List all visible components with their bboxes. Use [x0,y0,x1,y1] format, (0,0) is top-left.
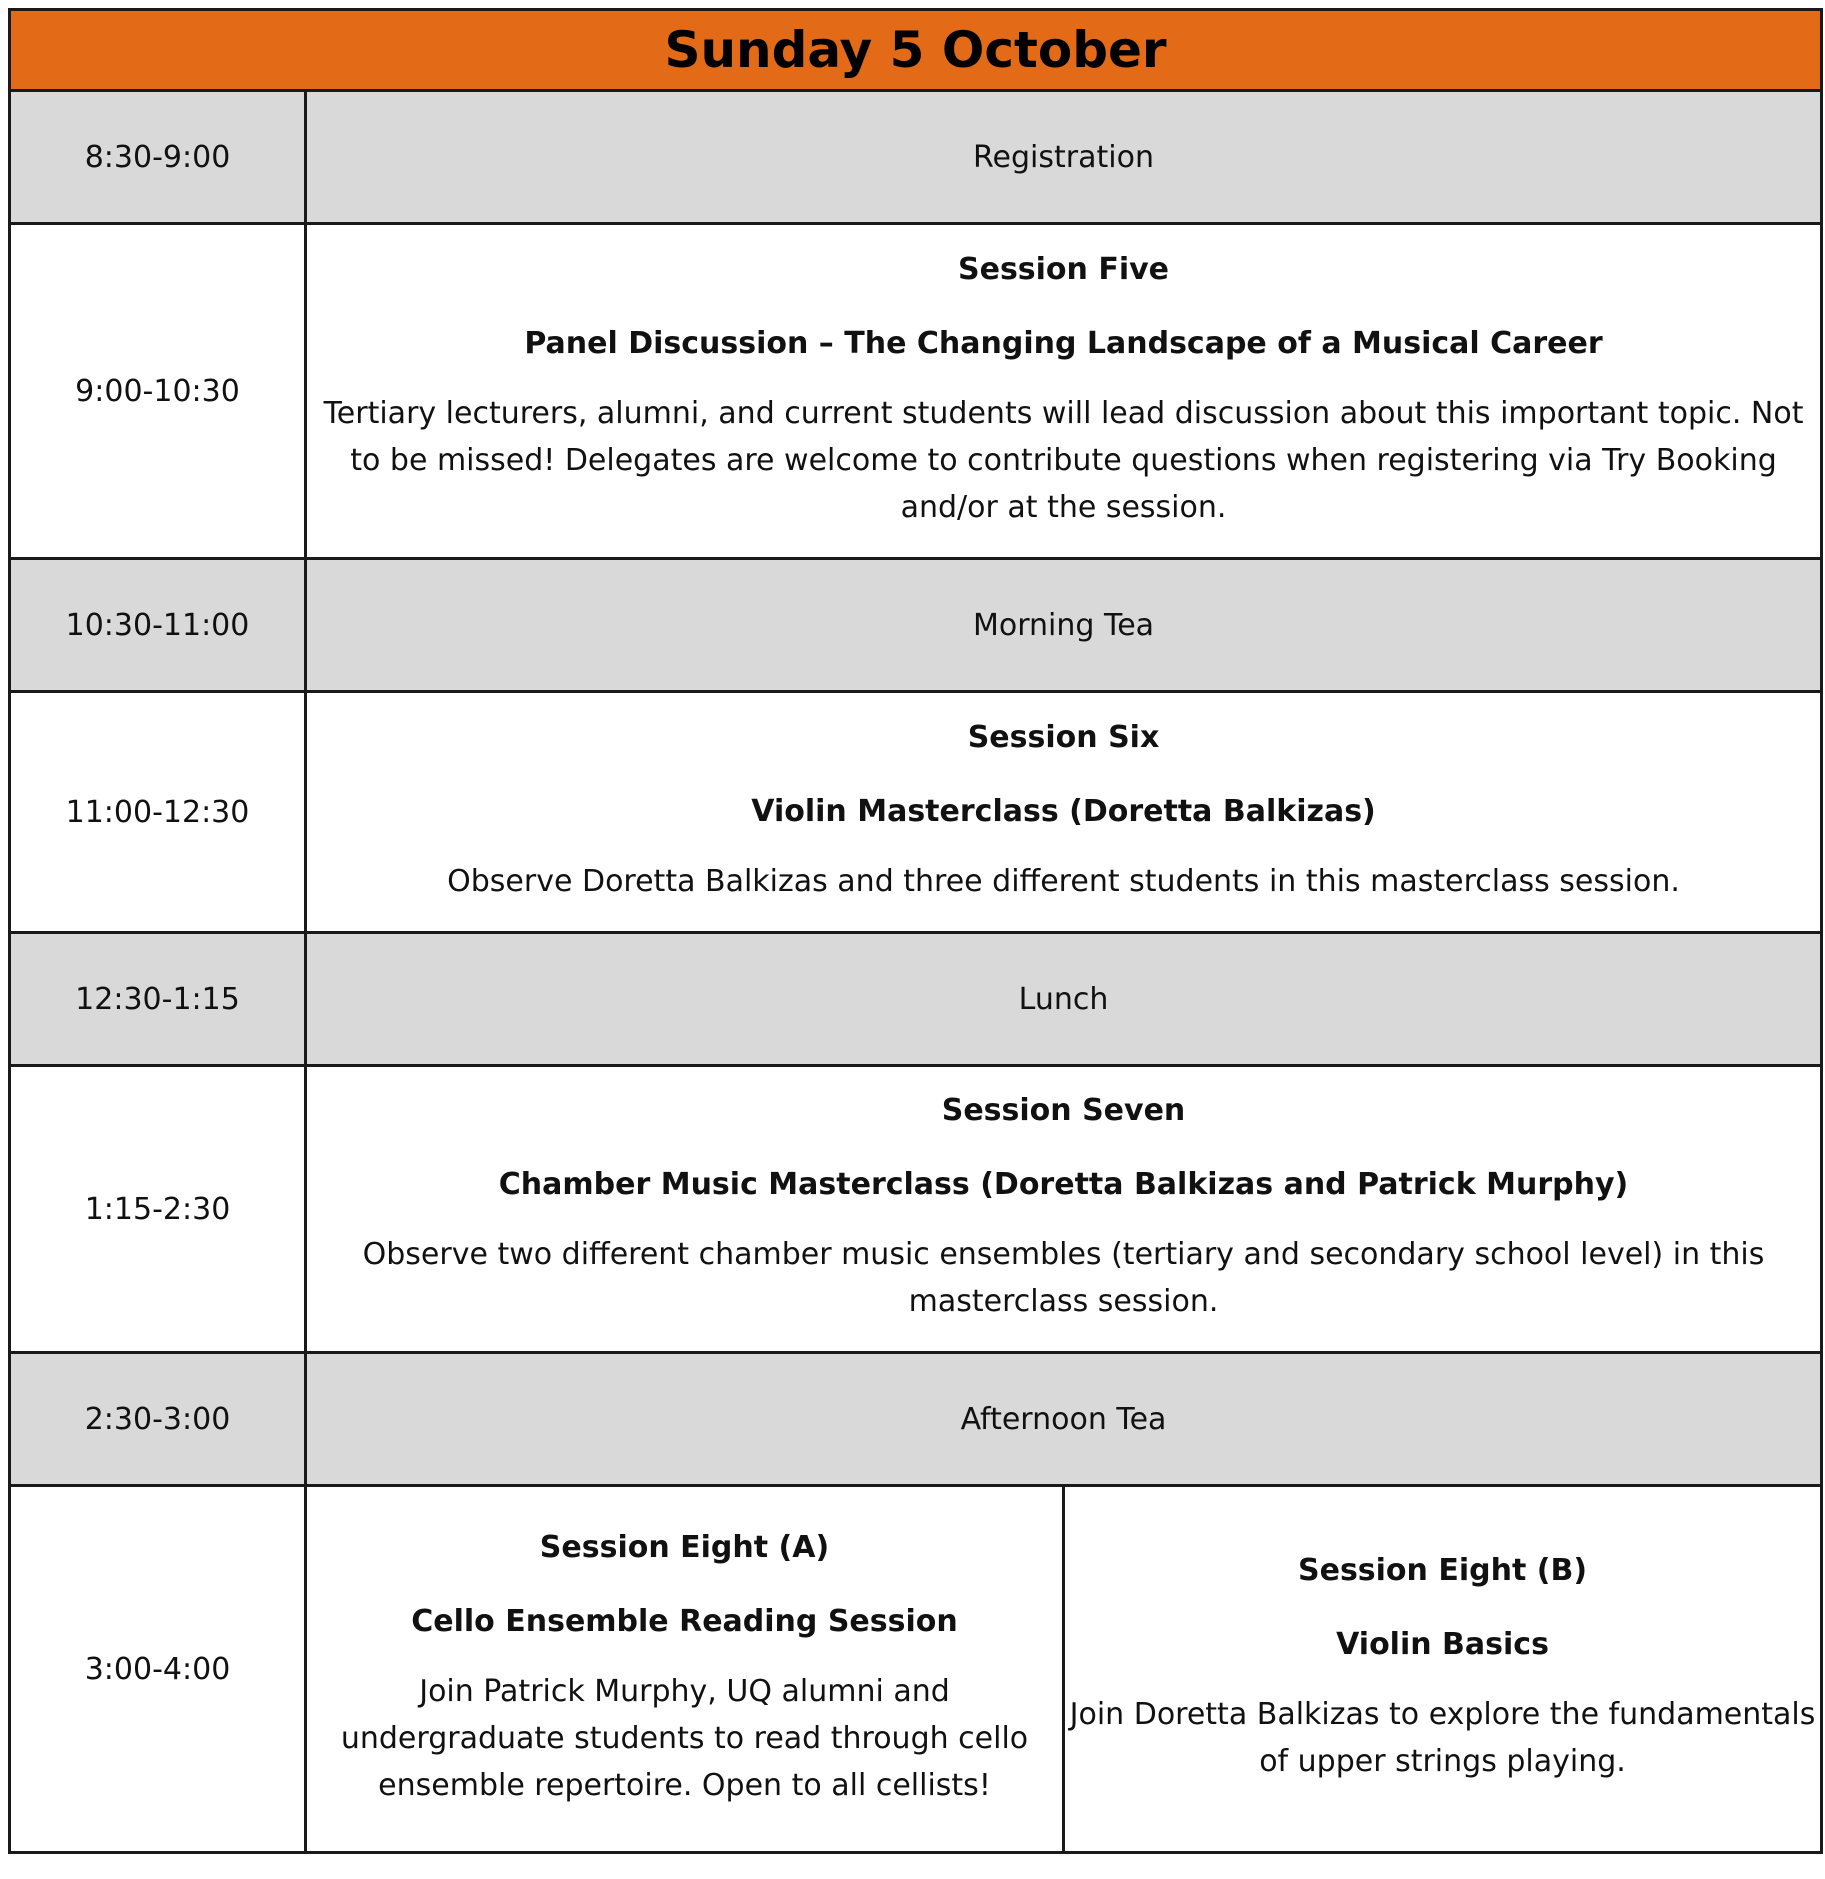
time-slot: 11:00-12:30 [10,692,306,933]
event-title: Afternoon Tea [960,1401,1167,1437]
break-row-afternoon-tea [10,1353,1822,1486]
session-description: Join Doretta Balkizas to explore the fundamentals of upper strings playing. [1069,1697,1816,1779]
session-row-eight [10,1486,1822,1853]
session-description: Observe Doretta Balkizas and three different students in this masterclass session. [447,863,1680,899]
time-slot: 10:30-11:00 [10,559,306,692]
time-slot: 2:30-3:00 [10,1353,306,1486]
time-slot: 9:00-10:30 [10,224,306,559]
session-cell [306,224,1822,559]
break-event [306,91,1822,224]
session-label: Session Eight (A) [539,1529,830,1565]
event-title: Morning Tea [972,607,1155,643]
time-slot: 8:30-9:00 [10,91,306,224]
session-title: Violin Basics [1336,1627,1549,1662]
break-event [306,1353,1822,1486]
schedule-table [8,8,1823,1854]
session-cell [306,1066,1822,1353]
event-title: Registration [973,139,1154,175]
time-slot: 12:30-1:15 [10,933,306,1066]
session-description: Join Patrick Murphy, UQ alumni and undergraduate students to read through cello ensemble repertoire. Open to all cellists! [340,1673,1029,1803]
break-row-morning-tea [10,559,1822,692]
break-row-lunch [10,933,1822,1066]
session-label: Session Seven [941,1093,1186,1128]
session-description: Tertiary lecturers, alumni, and current students will lead discussion about this important topic. Not to be missed! Delegates are welcome to contribute questions when registering via Try Booking and/or at the session. [323,395,1804,525]
break-event [306,559,1822,692]
time-slot: 1:15-2:30 [10,1066,306,1353]
session-cell [306,692,1822,933]
day-header-row [10,10,1822,91]
break-event [306,933,1822,1066]
session-title: Violin Masterclass (Doretta Balkizas) [751,793,1376,829]
event-title: Lunch [1018,981,1109,1017]
session-row-six [10,692,1822,933]
time-slot: 3:00-4:00 [10,1486,306,1853]
session-label: Session Eight (B) [1297,1553,1588,1588]
session-row-seven [10,1066,1822,1353]
session-cell-b [1064,1486,1822,1853]
session-label: Session Six [967,719,1160,755]
session-description: Observe two different chamber music ensembles (tertiary and secondary school level) in this masterclass session. [362,1237,1765,1319]
session-cell-a [306,1486,1064,1853]
day-title: Sunday 5 October [10,10,1822,91]
session-label: Session Five [957,251,1170,287]
session-title: Cello Ensemble Reading Session [411,1603,958,1639]
session-title: Chamber Music Masterclass (Doretta Balkizas and Patrick Murphy) [498,1167,1629,1202]
session-row-five [10,224,1822,559]
break-row-registration [10,91,1822,224]
session-title: Panel Discussion – The Changing Landscape of a Musical Career [524,325,1603,361]
